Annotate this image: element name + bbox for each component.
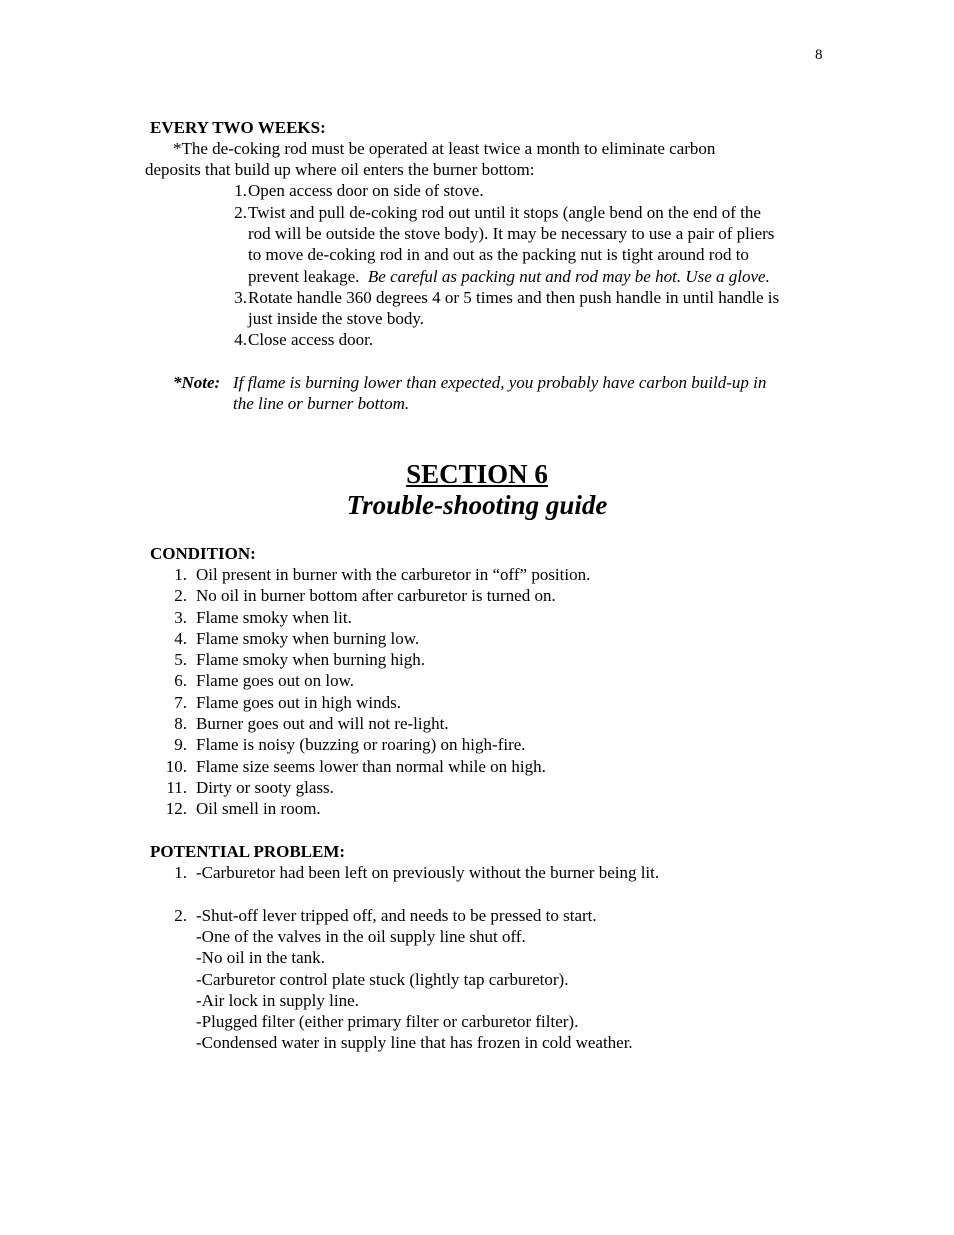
condition-number: 2. <box>174 586 187 605</box>
condition-heading: CONDITION: <box>150 544 256 563</box>
condition-number: 12. <box>165 799 187 818</box>
step-text: Twist and pull de-coking rod out until it stops (angle bend on the end of the <box>248 203 761 222</box>
section-subtitle: Trouble-shooting guide <box>346 490 608 520</box>
problem-item: -Condensed water in supply line that has frozen in cold weather. <box>196 1033 633 1052</box>
condition-number: 1. <box>174 565 187 584</box>
problem-number: 2. <box>174 906 187 925</box>
condition-number: 5. <box>174 650 187 669</box>
condition-item: Flame smoky when burning low. <box>196 629 420 648</box>
potential-problem-heading: POTENTIAL PROBLEM: <box>150 842 346 861</box>
condition-item: Flame is noisy (buzzing or roaring) on high-fire. <box>196 735 526 754</box>
condition-item: Oil smell in room. <box>196 799 321 818</box>
step-text: just inside the stove body. <box>248 309 424 328</box>
decoking-intro-line-2: deposits that build up where oil enters the burner bottom: <box>145 160 535 179</box>
problem-item: -Shut-off lever tripped off, and needs to be pressed to start. <box>196 906 597 925</box>
problem-item: -One of the valves in the oil supply line shut off. <box>196 927 526 946</box>
problem-item: -Carburetor had been left on previously without the burner being lit. <box>196 863 660 882</box>
condition-item: Flame goes out in high winds. <box>196 693 401 712</box>
decoking-intro-line-1: *The de-coking rod must be operated at least twice a month to eliminate carbon <box>173 139 716 158</box>
problem-item: -Air lock in supply line. <box>196 991 359 1010</box>
condition-number: 10. <box>165 757 187 776</box>
condition-item: Burner goes out and will not re-light. <box>196 714 449 733</box>
hot-warning-text: Be careful as packing nut and rod may be hot. Use a glove. <box>367 267 770 286</box>
step-number: 4. <box>234 330 247 349</box>
condition-item: No oil in burner bottom after carburetor is turned on. <box>196 586 556 605</box>
condition-item: Oil present in burner with the carburetor in “off” position. <box>196 565 591 584</box>
condition-number: 9. <box>174 735 187 754</box>
every-two-weeks-heading: EVERY TWO WEEKS: <box>150 118 326 137</box>
problem-item: -Plugged filter (either primary filter or carburetor filter). <box>196 1012 579 1031</box>
step-text: Open access door on side of stove. <box>248 181 484 200</box>
problem-item: -No oil in the tank. <box>196 948 325 967</box>
page-number: 8 <box>815 47 823 63</box>
note-label: *Note: <box>173 373 221 392</box>
step-number: 2. <box>234 203 247 222</box>
section-title: SECTION 6 <box>406 459 548 489</box>
condition-number: 6. <box>174 671 187 690</box>
step-number: 3. <box>234 288 247 307</box>
condition-item: Flame smoky when lit. <box>196 608 352 627</box>
condition-item: Dirty or sooty glass. <box>196 778 334 797</box>
step-text: Close access door. <box>248 330 374 349</box>
condition-number: 3. <box>174 608 187 627</box>
condition-number: 7. <box>174 693 187 712</box>
condition-number: 11. <box>166 778 187 797</box>
step-text-with-warning <box>248 266 770 287</box>
problem-number: 1. <box>174 863 187 882</box>
step-text: prevent leakage. <box>248 267 360 286</box>
problem-item: -Carburetor control plate stuck (lightly tap carburetor). <box>196 970 569 989</box>
condition-number: 4. <box>174 629 187 648</box>
condition-item: Flame size seems lower than normal while on high. <box>196 757 546 776</box>
condition-number: 8. <box>174 714 187 733</box>
step-number: 1. <box>234 181 247 200</box>
condition-item: Flame smoky when burning high. <box>196 650 426 669</box>
note-text: If flame is burning lower than expected, you probably have carbon build-up in <box>233 373 767 392</box>
step-text: rod will be outside the stove body). It may be necessary to use a pair of pliers <box>248 224 775 243</box>
step-text: Rotate handle 360 degrees 4 or 5 times and then push handle in until handle is <box>248 288 780 307</box>
condition-item: Flame goes out on low. <box>196 671 355 690</box>
step-text: to move de-coking rod in and out as the packing nut is tight around rod to <box>248 245 749 264</box>
note-text: the line or burner bottom. <box>233 394 410 413</box>
